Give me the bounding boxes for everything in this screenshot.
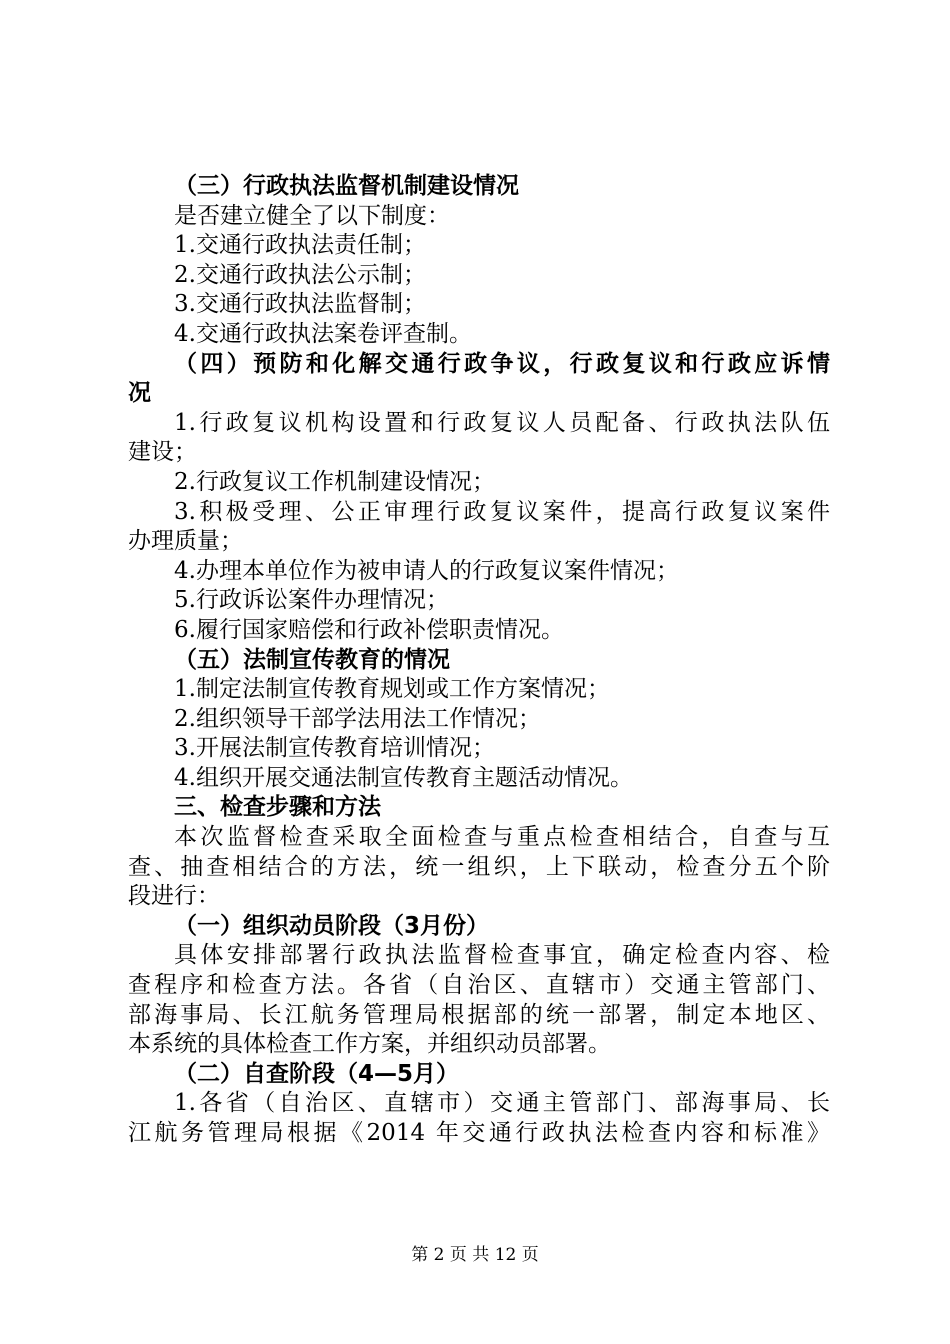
section-heading: （五）法制宣传教育的情况 [174,646,450,673]
text-line: 4.交通行政执法案卷评查制。 [174,320,472,347]
text-line: 4.办理本单位作为被申请人的行政复议案件情况； [174,557,679,584]
text-line: 2.行政复议工作机制建设情况； [174,468,495,495]
text-line: 3.积极受理、公正审理行政复议案件，提高行政复议案件 [174,498,830,525]
text-line: 4.组织开展交通法制宣传教育主题活动情况。 [174,764,633,791]
text-line: 部海事局、长江航务管理局根据部的统一部署，制定本地区、 [128,1001,830,1028]
text-line: 1.制定法制宣传教育规划或工作方案情况； [174,676,610,703]
document-body [128,172,830,1149]
text-line: 段进行： [128,883,220,910]
text-line: 查程序和检查方法。各省（自治区、直辖市）交通主管部门、 [128,972,830,999]
page-footer: 第 2 页 共 12 页 [411,1245,539,1265]
text-line: 3.交通行政执法监督制； [174,291,426,318]
text-line: 1.各省（自治区、直辖市）交通主管部门、部海事局、长 [174,1090,830,1117]
text-line: 1.行政复议机构设置和行政复议人员配备、行政执法队伍 [174,409,830,436]
text-line: 本次监督检查采取全面检查与重点检查相结合，自查与互 [174,824,830,851]
section-heading: （四）预防和化解交通行政争议，行政复议和行政应诉情 [174,350,830,377]
text-line: 江航务管理局根据《2014 年交通行政执法检查内容和标准》 [128,1120,830,1146]
text-line: 本系统的具体检查工作方案，并组织动员部署。 [128,1031,611,1058]
text-line: 建设； [128,439,197,466]
text-line: 具体安排部署行政执法监督检查事宜，确定检查内容、检 [174,942,830,969]
text-line: 办理质量； [128,528,243,555]
text-line: 2.交通行政执法公示制； [174,261,426,288]
section-heading: （一）组织动员阶段（3月份） [174,912,490,939]
text-line: 2.组织领导干部学法用法工作情况； [174,705,541,732]
text-line: 6.履行国家赔偿和行政补偿职责情况。 [174,616,564,643]
text-line: 3.开展法制宣传教育培训情况； [174,735,495,762]
text-line: 1.交通行政执法责任制； [174,232,426,259]
text-line: 5.行政诉讼案件办理情况； [174,587,449,614]
section-heading: 三、检查步骤和方法 [174,794,381,821]
section-heading: （三）行政执法监督机制建设情况 [174,173,519,199]
text-line: 是否建立健全了以下制度： [174,202,450,229]
text-line: 查、抽查相结合的方法，统一组织，上下联动，检查分五个阶 [128,853,830,880]
section-heading: 况 [128,380,151,407]
section-heading: （二）自查阶段（4—5月） [174,1060,460,1087]
